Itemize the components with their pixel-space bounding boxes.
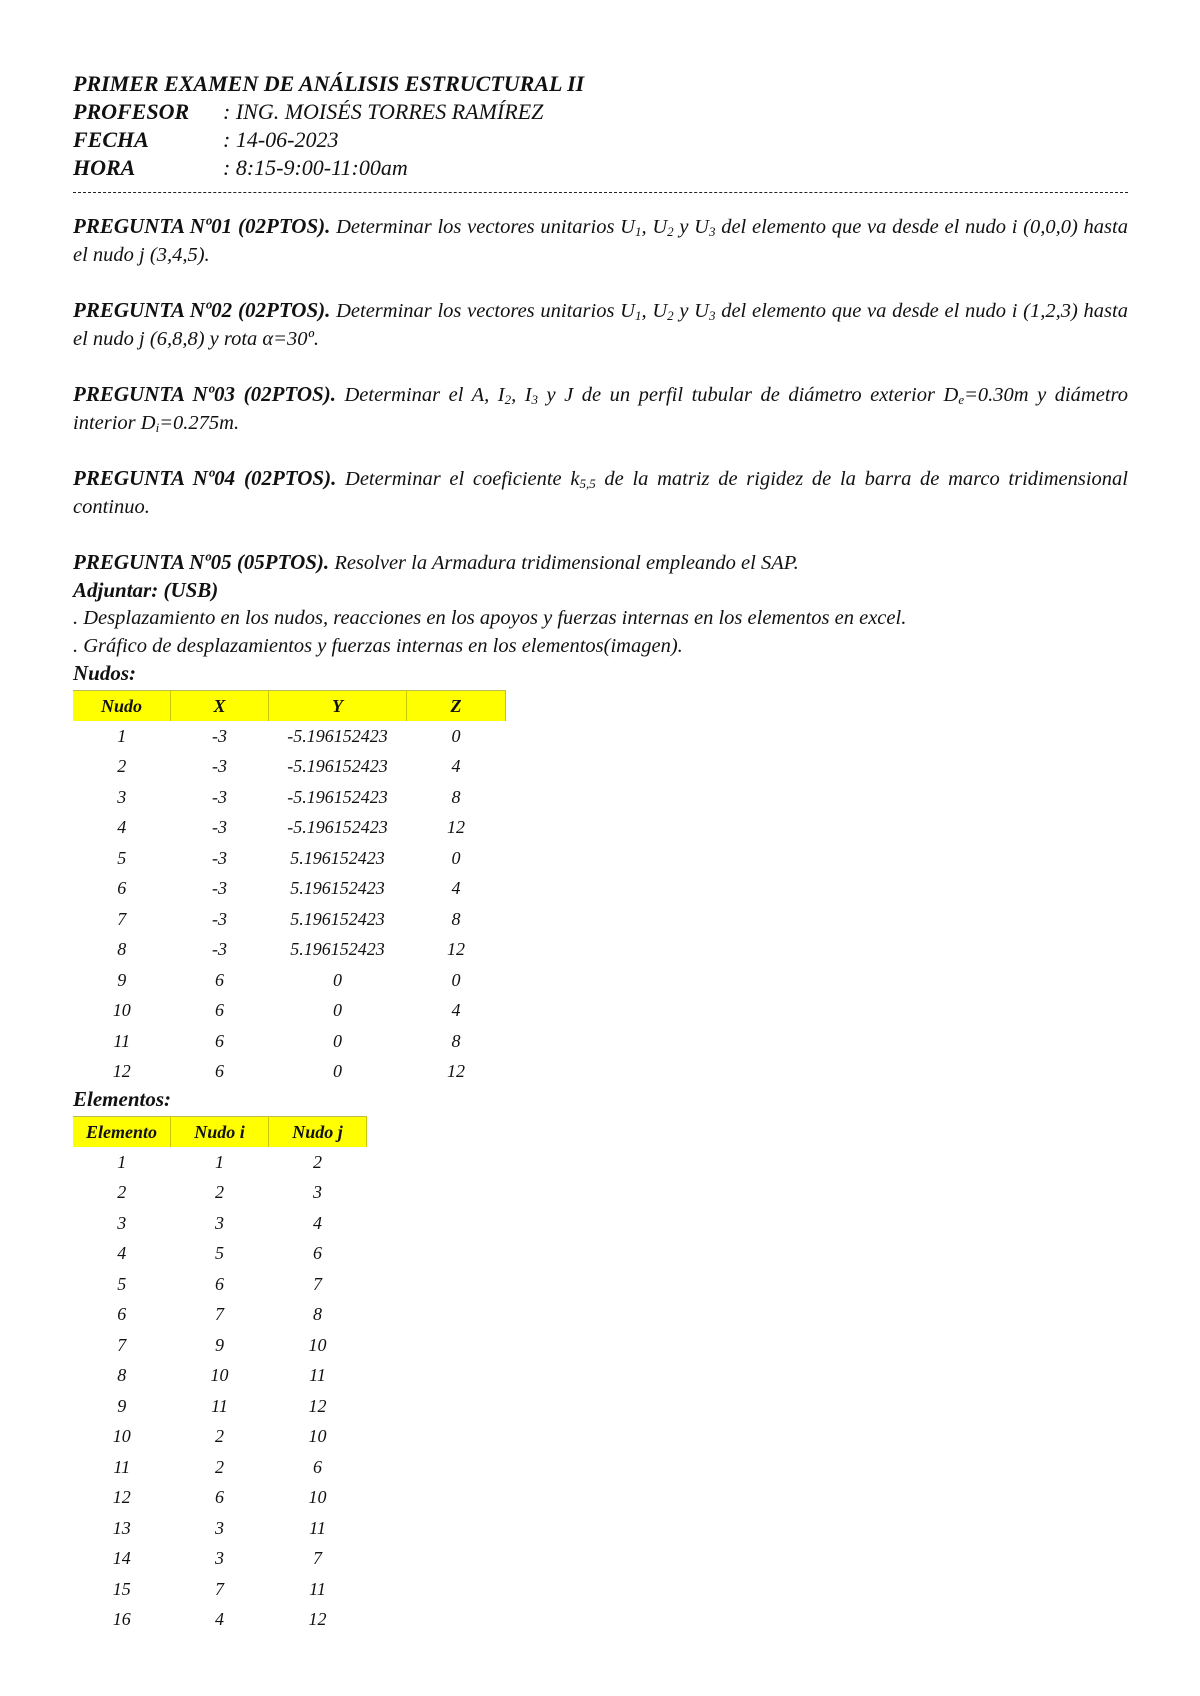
fecha-label: FECHA [73, 127, 149, 152]
elementos-cell: 12 [308, 1609, 327, 1630]
subscript: 2 [667, 224, 674, 239]
elementos-cell: 6 [313, 1243, 322, 1264]
elementos-row [73, 1147, 367, 1178]
elementos-row [73, 1483, 367, 1514]
nudos-cell: 10 [112, 1000, 131, 1021]
question-2 [73, 296, 1128, 353]
nudos-cell: 9 [117, 969, 127, 990]
adjuntar-item-2: . Gráfico de desplazamientos y fuerzas internas en los elementos(imagen). [73, 635, 683, 657]
nudos-row [73, 843, 506, 874]
question-4-text: Determinar el coeficiente k [336, 468, 580, 490]
nudos-cell: -3 [212, 786, 227, 807]
elementos-cell: 11 [113, 1456, 131, 1477]
elementos-cell: 3 [313, 1182, 322, 1203]
elementos-cell: 3 [215, 1212, 224, 1233]
nudos-row [73, 904, 506, 935]
nudos-cell: 5 [117, 847, 127, 868]
nudos-cell: 7 [117, 908, 127, 929]
elementos-cell: 16 [112, 1609, 131, 1630]
elementos-cell: 10 [210, 1365, 229, 1386]
elementos-cell: 7 [313, 1273, 322, 1294]
adjuntar-label: Adjuntar: (USB) [73, 578, 219, 602]
elementos-cell: 11 [309, 1517, 326, 1538]
profesor-label: PROFESOR [73, 99, 190, 124]
elementos-cell: 2 [313, 1151, 322, 1172]
elementos-row [73, 1300, 367, 1331]
dashed-divider [73, 192, 1128, 193]
question-2-label: PREGUNTA Nº02 (02PTOS). [73, 298, 331, 322]
nudos-cell: 3 [117, 786, 127, 807]
question-2-text: , U [641, 300, 668, 322]
nudos-cell: 6 [215, 1061, 224, 1082]
question-5-text: Resolver la Armadura tridimensional empleando el SAP. [329, 552, 799, 574]
nudos-cell: -3 [212, 817, 227, 838]
elementos-table [73, 1116, 367, 1635]
nudos-cell: -3 [212, 908, 227, 929]
question-4 [73, 464, 1128, 521]
fecha-row [73, 126, 1128, 154]
elementos-cell: 6 [117, 1304, 127, 1325]
adjuntar-item-1: . Desplazamiento en los nudos, reacciones en los apoyos y fuerzas internas en los elementos en excel. [73, 607, 907, 629]
subscript: i [155, 420, 160, 435]
question-1-text: Determinar los vectores unitarios U [330, 216, 635, 238]
exam-title: PRIMER EXAMEN DE ANÁLISIS ESTRUCTURAL II [73, 71, 585, 96]
nudos-cell: 4 [451, 1000, 461, 1021]
nudos-cell: -3 [212, 939, 227, 960]
elementos-row [73, 1269, 367, 1300]
question-3 [73, 380, 1128, 437]
nudos-cell: 5.196152423 [290, 878, 385, 899]
nudos-cell: 6 [215, 1030, 224, 1051]
elementos-row [73, 1452, 367, 1483]
elementos-row [73, 1208, 367, 1239]
nudos-cell: 0 [333, 1061, 342, 1082]
elementos-title: Elementos: [73, 1087, 171, 1111]
subscript: 1 [634, 224, 642, 239]
elementos-header-nudo-i: Nudo i [171, 1117, 269, 1148]
nudos-header-y: Y [269, 691, 407, 722]
elementos-cell: 3 [117, 1212, 127, 1233]
fecha-value: : 14-06-2023 [223, 127, 339, 152]
elementos-cell: 2 [117, 1182, 127, 1203]
elementos-body [73, 1147, 367, 1635]
elementos-cell: 5 [117, 1273, 127, 1294]
hora-value: : 8:15-9:00-11:00am [223, 155, 408, 180]
nudos-cell: 5.196152423 [290, 847, 385, 868]
nudos-header-x: X [171, 691, 269, 722]
elementos-row [73, 1239, 367, 1270]
elementos-row [73, 1544, 367, 1575]
subscript: 2 [667, 308, 674, 323]
elementos-header-elemento: Elemento [73, 1117, 171, 1148]
elementos-cell: 8 [313, 1304, 322, 1325]
question-3-label: PREGUNTA Nº03 (02PTOS). [73, 382, 336, 406]
question-1-text: , U [641, 216, 668, 238]
nudos-row [73, 996, 506, 1027]
nudos-cell: 8 [451, 908, 461, 929]
nudos-cell: 4 [117, 817, 127, 838]
elementos-cell: 3 [215, 1548, 224, 1569]
elementos-row [73, 1574, 367, 1605]
elementos-cell: 11 [211, 1395, 228, 1416]
nudos-cell: 5.196152423 [290, 939, 385, 960]
elementos-cell: 9 [215, 1334, 224, 1355]
question-3-text: Determinar el A, I [335, 384, 505, 406]
nudos-cell: 0 [451, 969, 461, 990]
nudos-cell: -3 [212, 878, 227, 899]
exam-header [73, 70, 1128, 182]
question-3-text: , I [511, 384, 532, 406]
nudos-row [73, 782, 506, 813]
question-4-label: PREGUNTA Nº04 (02PTOS). [73, 466, 337, 490]
elementos-header-row [73, 1117, 367, 1148]
elementos-cell: 3 [215, 1517, 224, 1538]
elementos-cell: 11 [309, 1365, 326, 1386]
nudos-cell: 6 [215, 969, 224, 990]
elementos-cell: 5 [215, 1243, 224, 1264]
nudos-cell: 8 [117, 939, 127, 960]
subscript: 3 [708, 308, 716, 323]
nudos-header-nudo: Nudo [73, 691, 171, 722]
nudos-cell: 0 [451, 725, 461, 746]
nudos-cell: -5.196152423 [287, 725, 388, 746]
question-1-text: y U [673, 216, 709, 238]
nudos-cell: -3 [212, 725, 227, 746]
elementos-cell: 10 [308, 1487, 327, 1508]
hora-label: HORA [73, 155, 136, 180]
nudos-cell: 1 [117, 725, 127, 746]
elementos-cell: 6 [215, 1487, 224, 1508]
nudos-cell: -5.196152423 [287, 817, 388, 838]
elementos-cell: 7 [117, 1334, 127, 1355]
subscript: 5,5 [579, 476, 596, 491]
elementos-row [73, 1391, 367, 1422]
elementos-row [73, 1361, 367, 1392]
elementos-cell: 10 [112, 1426, 131, 1447]
nudos-cell: 11 [113, 1030, 131, 1051]
elementos-cell: 9 [117, 1395, 127, 1416]
elementos-cell: 11 [309, 1578, 326, 1599]
subscript: 2 [504, 392, 512, 407]
nudos-row [73, 721, 506, 752]
question-5-label: PREGUNTA Nº05 (05PTOS). [73, 550, 330, 574]
nudos-cell: 12 [447, 939, 465, 960]
question-2-text: y U [673, 300, 709, 322]
nudos-row [73, 1026, 506, 1057]
nudos-cell: 12 [112, 1061, 131, 1082]
elementos-row [73, 1178, 367, 1209]
nudos-cell: 8 [451, 786, 461, 807]
question-5 [73, 548, 1128, 577]
nudos-cell: 6 [117, 878, 127, 899]
nudos-cell: 0 [333, 1030, 342, 1051]
nudos-header-row [73, 691, 506, 722]
question-3-text: y J de un perfil tubular de diámetro exterior D [538, 384, 959, 406]
question-3-text: =0.275m. [159, 412, 240, 434]
question-1-label: PREGUNTA Nº01 (02PTOS). [73, 214, 331, 238]
elementos-cell: 2 [215, 1426, 224, 1447]
elementos-row [73, 1605, 367, 1636]
nudos-cell: 8 [451, 1030, 461, 1051]
elementos-cell: 6 [313, 1456, 322, 1477]
elementos-cell: 10 [308, 1334, 327, 1355]
elementos-row [73, 1513, 367, 1544]
elementos-cell: 14 [112, 1548, 131, 1569]
nudos-row [73, 813, 506, 844]
nudos-table [73, 690, 506, 1087]
nudos-cell: 4 [451, 878, 461, 899]
nudos-cell: 0 [333, 1000, 342, 1021]
nudos-header-z: Z [407, 691, 506, 722]
question-3-text: =0.30m y diámetro interior D [73, 384, 1128, 434]
nudos-row [73, 874, 506, 905]
elementos-header-nudo-j: Nudo j [269, 1117, 367, 1148]
question-2-text: Determinar los vectores unitarios U [330, 300, 635, 322]
nudos-cell: 0 [333, 969, 342, 990]
elementos-cell: 8 [117, 1365, 127, 1386]
elementos-cell: 4 [215, 1609, 224, 1630]
nudos-row [73, 1057, 506, 1088]
nudos-cell: -3 [212, 847, 227, 868]
question-2-text: del elemento que va desde el nudo i (1,2,3) hasta el nudo j (6,8,8) y rota α=30º. [73, 300, 1128, 350]
elementos-cell: 1 [117, 1151, 127, 1172]
nudos-row [73, 965, 506, 996]
elementos-cell: 7 [215, 1304, 224, 1325]
nudos-title: Nudos: [73, 661, 137, 685]
elementos-cell: 15 [112, 1578, 131, 1599]
elementos-cell: 4 [117, 1243, 127, 1264]
nudos-cell: -5.196152423 [287, 786, 388, 807]
profesor-row [73, 98, 1128, 126]
nudos-cell: 12 [447, 817, 465, 838]
subscript: 1 [634, 308, 642, 323]
nudos-cell: -5.196152423 [287, 756, 388, 777]
elementos-cell: 7 [215, 1578, 224, 1599]
elementos-cell: 12 [308, 1395, 327, 1416]
elementos-cell: 2 [215, 1182, 224, 1203]
elementos-cell: 4 [313, 1212, 322, 1233]
question-4-text: de la matriz de rigidez de la barra de marco tridimensional continuo. [73, 468, 1128, 518]
elementos-row [73, 1422, 367, 1453]
nudos-cell: 12 [447, 1061, 465, 1082]
nudos-cell: 6 [215, 1000, 224, 1021]
nudos-cell: 5.196152423 [290, 908, 385, 929]
elementos-row [73, 1330, 367, 1361]
nudos-row [73, 752, 506, 783]
nudos-body [73, 721, 506, 1087]
elementos-cell: 13 [112, 1517, 131, 1538]
nudos-row [73, 935, 506, 966]
subscript: 3 [708, 224, 716, 239]
elementos-cell: 7 [313, 1548, 322, 1569]
nudos-cell: 0 [451, 847, 461, 868]
question-1 [73, 212, 1128, 269]
subscript: 3 [531, 392, 539, 407]
elementos-cell: 10 [308, 1426, 327, 1447]
hora-row [73, 154, 1128, 182]
elementos-cell: 6 [215, 1273, 224, 1294]
elementos-cell: 1 [215, 1151, 224, 1172]
elementos-cell: 12 [112, 1487, 131, 1508]
nudos-cell: 4 [451, 756, 461, 777]
subscript: e [958, 392, 965, 407]
question-1-text: del elemento que va desde el nudo i (0,0,0) hasta el nudo j (3,4,5). [73, 216, 1128, 266]
nudos-cell: -3 [212, 756, 227, 777]
elementos-cell: 2 [215, 1456, 224, 1477]
nudos-cell: 2 [117, 756, 127, 777]
profesor-value: : ING. MOISÉS TORRES RAMÍREZ [223, 99, 544, 124]
